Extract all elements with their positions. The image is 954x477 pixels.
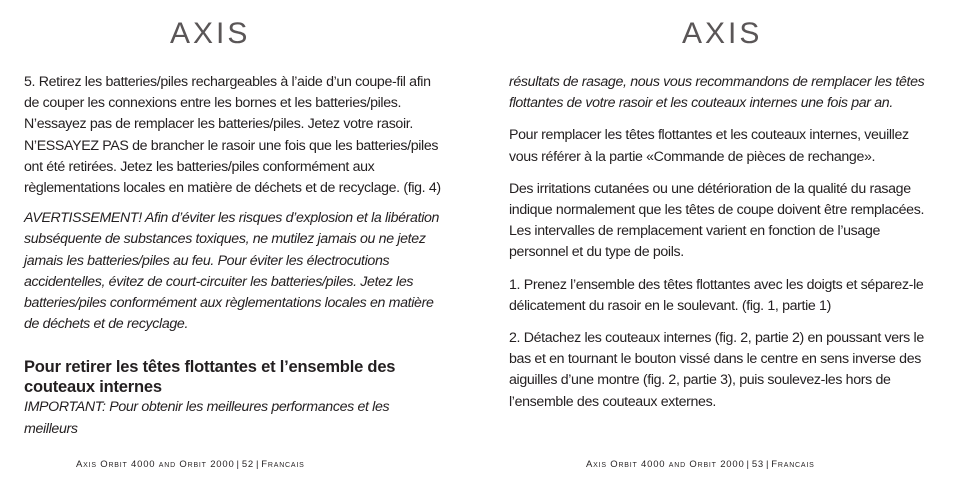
axis-logo — [682, 18, 786, 48]
step-2-text: 2. Détachez les couteaux internes (fig. 2, partie 2) en poussant vers le bas et en tournant le bouton vissé dans le centre en sens inverse des aiguilles d’une montre (fig. 2, partie 3), puis soulevez-les hors de l’ensemble des couteaux externes. — [509, 330, 924, 410]
left-footer: Axis Orbit 4000 and Orbit 2000 | 52 | Francais — [76, 459, 305, 470]
axis-logo-icon — [170, 18, 274, 48]
axis-logo-icon — [682, 18, 786, 48]
footer-language: Francais — [261, 459, 305, 470]
replace-paragraph: Pour remplacer les têtes flottantes et les couteaux internes, veuillez vous référer à la partie «Commande de pièces de rechange». — [509, 127, 909, 165]
right-footer: Axis Orbit 4000 and Orbit 2000 | 53 | Francais — [586, 459, 815, 470]
section-heading: Pour retirer les têtes flottantes et l’ensemble des couteaux internes — [24, 358, 396, 397]
footer-product: Axis Orbit 4000 and Orbit 2000 — [586, 459, 745, 470]
logo-text: AXIS — [170, 18, 251, 48]
footer-page-number: 53 — [751, 459, 764, 470]
important-continued-text: résultats de rasage, nous vous recommandons de remplacer les têtes flottantes de votre rasoir et les couteaux internes une fois par an. — [509, 74, 925, 112]
right-column — [509, 72, 931, 413]
irritation-paragraph: Des irritations cutanées ou une détérioration de la qualité du rasage indique normalement que les têtes de coupe doivent être remplacées. Les intervalles de remplacement varient en fonction de l’usage personnel et du type de poils. — [509, 180, 925, 261]
step-5-text: 5. Retirez les batteries/piles rechargeables à l’aide d’un coupe-fil afin de couper les connexions entre les bornes et les batteries/piles. N’essayez pas de remplacer les batteries/piles. Jetez votre rasoir. N’ESSAYEZ PAS de brancher le rasoir une fois que les batteries/piles ont été retirées. Jetez les batteries/piles conformément aux règlementations locales en matière de déchets et de recyclage. (fig. 4) — [24, 74, 441, 197]
footer-page-number: 52 — [241, 459, 254, 470]
left-column — [24, 72, 442, 440]
footer-language: Francais — [771, 459, 815, 470]
important-text: IMPORTANT: Pour obtenir les meilleures performances et les meilleurs — [24, 399, 390, 437]
warning-text: AVERTISSEMENT! Afin d’éviter les risques d’explosion et la libération subséquente de substances toxiques, ne mutilez jamais ou ne jetez jamais les batteries/piles au feu. Pour éviter les électrocutions accidentelles, évitez de court-circuiter les batteries/piles. Jetez les batteries/piles conformément aux règlementations locales en matière de déchets et de recyclage. — [24, 210, 440, 333]
footer-product: Axis Orbit 4000 and Orbit 2000 — [76, 459, 235, 470]
logo-text: AXIS — [682, 18, 763, 48]
step-1-text: 1. Prenez l’ensemble des têtes flottantes avec les doigts et séparez-le délicatement du rasoir en le soulevant. (fig. 1, partie 1) — [509, 276, 924, 314]
axis-logo — [170, 18, 274, 48]
right-page — [477, 0, 954, 477]
